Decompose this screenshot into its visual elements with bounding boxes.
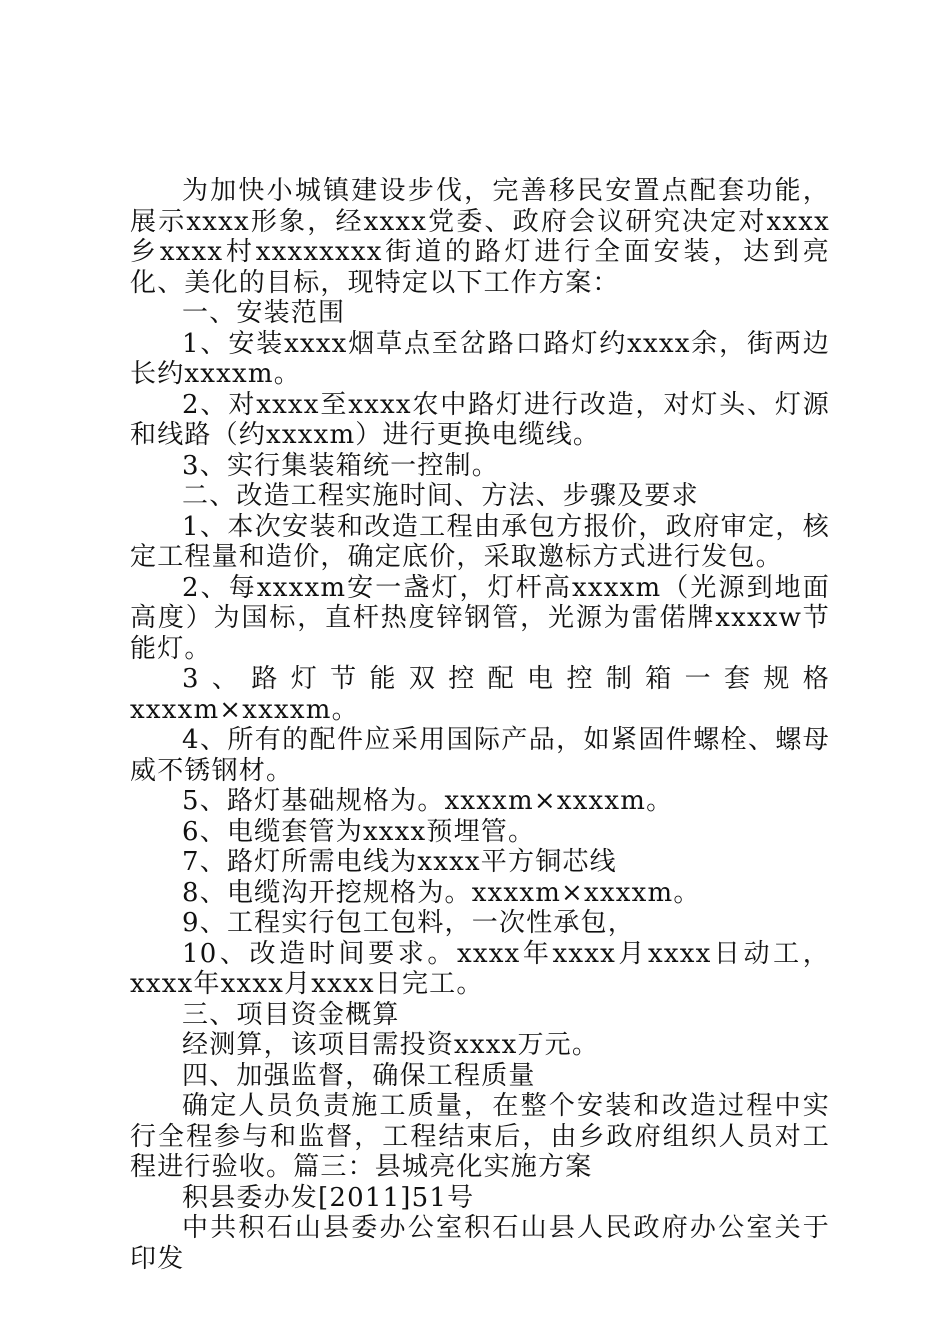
paragraph-item: 6、电缆套管为xxxx预埋管。 bbox=[182, 816, 536, 847]
paragraph-item: 2、每xxxxm安一盏灯，灯杆高xxxxm（光源到地面高度）为国标，直杆热度锌钢管，光源为雷偌牌xxxxw节能灯。 bbox=[130, 572, 830, 664]
paragraph-item: 经测算，该项目需投资xxxx万元。 bbox=[182, 1030, 600, 1060]
paragraph-item: 中共积石山县委办公室积石山县人民政府办公室关于印发 bbox=[130, 1213, 830, 1274]
paragraph-item: 9、工程实行包工包料，一次性承包， bbox=[182, 908, 635, 938]
paragraph-item: 7、路灯所需电线为xxxx平方铜芯线 bbox=[182, 847, 617, 877]
heading-section-3: 三、项目资金概算 bbox=[182, 999, 400, 1030]
paragraph-item: 1、本次安装和改造工程由承包方报价，政府审定，核定工程量和造价，确定底价，采取邀标方式进行发包。 bbox=[130, 511, 830, 572]
paragraph-item: 1、安装xxxx烟草点至岔路口路灯约xxxx余，街两边长约xxxxm。 bbox=[130, 328, 830, 389]
paragraph-item: 2、对xxxx至xxxx农中路灯进行改造，对灯头、灯源和线路（约xxxxm）进行更换电缆线。 bbox=[130, 389, 830, 450]
heading-section-4: 四、加强监督，确保工程质量 bbox=[182, 1060, 536, 1091]
paragraph-item: 4、所有的配件应采用国际产品，如紧固件螺栓、螺母威不锈钢材。 bbox=[130, 725, 830, 786]
heading-section-2: 二、改造工程实施时间、方法、步骤及要求 bbox=[182, 481, 699, 511]
document-body bbox=[130, 176, 830, 1274]
paragraph-item: 10、改造时间要求。xxxx年xxxx月xxxx日动工，xxxx年xxxx月xxxx日完工。 bbox=[130, 938, 830, 999]
paragraph-item: 确定人员负责施工质量，在整个安装和改造过程中实行全程参与和监督，工程结束后，由乡政府组织人员对工程进行验收。篇三：县城亮化实施方案 bbox=[130, 1091, 830, 1182]
paragraph-intro: 为加快小城镇建设步伐，完善移民安置点配套功能，展示xxxx形象，经xxxx党委、政府会议研究决定对xxxx乡xxxx村xxxxxxxx街道的路灯进行全面安装，达到亮化、美化的目标，现特定以下工作方案： bbox=[130, 176, 830, 298]
paragraph-item: 8、电缆沟开挖规格为。xxxxm×xxxxm。 bbox=[182, 877, 701, 908]
paragraph-item: 3、路灯节能双控配电控制箱一套规格xxxxm×xxxxm。 bbox=[130, 664, 830, 725]
paragraph-item: 3、实行集装箱统一控制。 bbox=[182, 450, 499, 481]
document-number: 积县委办发[2011]51号 bbox=[182, 1182, 475, 1213]
heading-section-1: 一、安装范围 bbox=[182, 298, 346, 328]
paragraph-item: 5、路灯基础规格为。xxxxm×xxxxm。 bbox=[182, 786, 674, 816]
